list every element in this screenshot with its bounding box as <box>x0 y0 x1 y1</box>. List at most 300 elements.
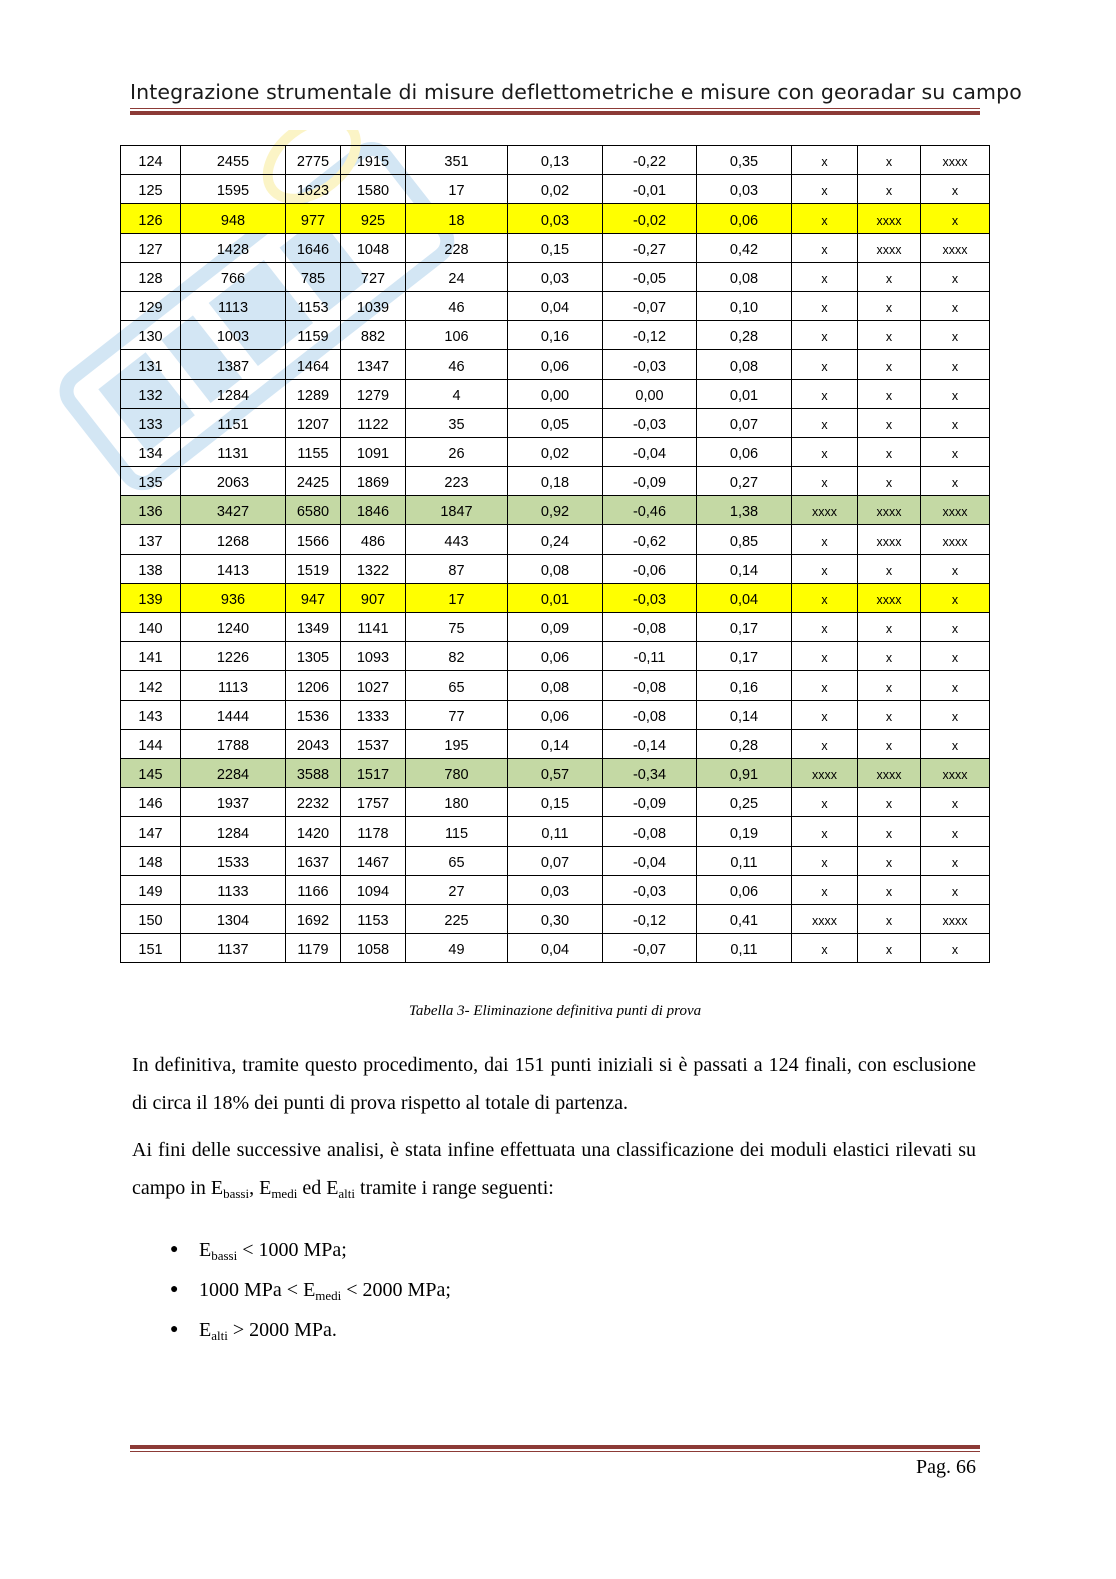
table-cell: 1094 <box>341 875 406 904</box>
table-cell: 2425 <box>286 467 341 496</box>
table-cell: 49 <box>406 934 508 963</box>
table-cell: 1151 <box>181 408 286 437</box>
table-cell: 0,09 <box>508 613 603 642</box>
table-cell: xxxx <box>792 496 858 525</box>
range-suffix: < 1000 MPa; <box>237 1239 347 1261</box>
table-cell: -0,46 <box>603 496 697 525</box>
table-cell: x <box>921 700 990 729</box>
table-cell: 223 <box>406 467 508 496</box>
table-body <box>121 146 990 963</box>
table-cell: x <box>792 350 858 379</box>
table-cell: 1141 <box>341 613 406 642</box>
table-cell: 1289 <box>286 379 341 408</box>
table-cell: -0,06 <box>603 554 697 583</box>
table-cell: x <box>921 437 990 466</box>
table-cell: x <box>792 408 858 437</box>
table-cell: 0,57 <box>508 758 603 787</box>
table-cell: xxxx <box>792 758 858 787</box>
table-cell: 0,25 <box>697 788 792 817</box>
table-cell: 0,00 <box>603 379 697 408</box>
table-cell: 2063 <box>181 467 286 496</box>
table-cell: -0,04 <box>603 846 697 875</box>
table-cell: -0,07 <box>603 291 697 320</box>
table-cell: x <box>858 729 921 758</box>
table-cell: xxxx <box>858 496 921 525</box>
table-cell: -0,01 <box>603 175 697 204</box>
header-rule-thick <box>130 111 980 115</box>
table-cell: 1159 <box>286 321 341 350</box>
table-row <box>121 175 990 204</box>
table-cell: x <box>792 700 858 729</box>
table-cell: 137 <box>121 525 181 554</box>
table-cell: x <box>792 817 858 846</box>
table-cell: 0,00 <box>508 379 603 408</box>
table-cell: 0,01 <box>697 379 792 408</box>
table-row <box>121 204 990 233</box>
table-cell: 977 <box>286 204 341 233</box>
table-cell: x <box>792 467 858 496</box>
table-cell: xxxx <box>792 904 858 933</box>
table-cell: x <box>858 350 921 379</box>
table-row <box>121 408 990 437</box>
table-row <box>121 788 990 817</box>
table-cell: xxxx <box>858 525 921 554</box>
table-cell: xxxx <box>858 583 921 612</box>
table-cell: 1122 <box>341 408 406 437</box>
table-cell: 0,08 <box>508 554 603 583</box>
table-cell: 17 <box>406 175 508 204</box>
paragraph-text: Ai fini delle successive analisi, è stata infine effettuata una classificazione dei moduli elastici rilevati su campo in E <box>132 1139 976 1199</box>
table-cell: 2284 <box>181 758 286 787</box>
table-cell: -0,03 <box>603 583 697 612</box>
table-cell: -0,62 <box>603 525 697 554</box>
table-cell: 46 <box>406 291 508 320</box>
table-cell: 124 <box>121 146 181 175</box>
table-cell: x <box>792 437 858 466</box>
table-cell: 0,30 <box>508 904 603 933</box>
table-cell: 0,06 <box>508 642 603 671</box>
table-cell: 143 <box>121 700 181 729</box>
table-cell: -0,34 <box>603 758 697 787</box>
table-cell: x <box>921 642 990 671</box>
table-cell: 148 <box>121 846 181 875</box>
table-cell: 2232 <box>286 788 341 817</box>
range-subscript: bassi <box>211 1248 238 1263</box>
table-cell: x <box>858 817 921 846</box>
table-cell: xxxx <box>921 525 990 554</box>
table-cell: x <box>921 204 990 233</box>
table-cell: x <box>858 875 921 904</box>
running-header: Integrazione strumentale di misure deflettometriche e misure con georadar su campo <box>130 80 1022 104</box>
table-cell: xxxx <box>921 233 990 262</box>
header-rule-thin <box>130 108 980 109</box>
table-cell: -0,11 <box>603 642 697 671</box>
table-cell: 2455 <box>181 146 286 175</box>
table-cell: 948 <box>181 204 286 233</box>
table-cell: 1039 <box>341 291 406 320</box>
range-prefix: E <box>199 1239 212 1261</box>
table-cell: 785 <box>286 262 341 291</box>
table-cell: x <box>858 379 921 408</box>
table-row <box>121 700 990 729</box>
table-cell: -0,03 <box>603 408 697 437</box>
table-cell: 128 <box>121 262 181 291</box>
table-cell: 0,16 <box>697 671 792 700</box>
table-cell: 18 <box>406 204 508 233</box>
table-cell: 65 <box>406 671 508 700</box>
ranges-list <box>170 1230 451 1350</box>
table-cell: 0,01 <box>508 583 603 612</box>
table-cell: 0,35 <box>697 146 792 175</box>
table-cell: 1155 <box>286 437 341 466</box>
table-cell: 1467 <box>341 846 406 875</box>
separator-text: , E <box>249 1177 272 1199</box>
table-cell: -0,05 <box>603 262 697 291</box>
table-cell: 1937 <box>181 788 286 817</box>
table-cell: 443 <box>406 525 508 554</box>
table-cell: 75 <box>406 613 508 642</box>
table-cell: 1304 <box>181 904 286 933</box>
table-cell: xxxx <box>921 758 990 787</box>
table-cell: x <box>858 934 921 963</box>
table-cell: 0,06 <box>508 700 603 729</box>
table-cell: 0,24 <box>508 525 603 554</box>
table-cell: 115 <box>406 817 508 846</box>
paragraph-classification <box>132 1131 976 1213</box>
table-cell: x <box>858 467 921 496</box>
table-cell: x <box>858 291 921 320</box>
table-cell: x <box>921 262 990 291</box>
table-cell: x <box>792 321 858 350</box>
table-cell: 1153 <box>341 904 406 933</box>
table-row <box>121 583 990 612</box>
table-cell: 0,04 <box>697 583 792 612</box>
table-cell: 1869 <box>341 467 406 496</box>
table-cell: 0,91 <box>697 758 792 787</box>
table-row <box>121 467 990 496</box>
table-row <box>121 613 990 642</box>
table-cell: x <box>921 729 990 758</box>
table-cell: 0,16 <box>508 321 603 350</box>
table-cell: 133 <box>121 408 181 437</box>
range-subscript: medi <box>315 1288 342 1303</box>
table-row <box>121 496 990 525</box>
table-cell: 1093 <box>341 642 406 671</box>
table-cell: 0,14 <box>697 700 792 729</box>
table-cell: -0,09 <box>603 788 697 817</box>
table-cell: 0,92 <box>508 496 603 525</box>
table-cell: x <box>792 233 858 262</box>
table-cell: 24 <box>406 262 508 291</box>
table-cell: 0,08 <box>697 262 792 291</box>
table-cell: 1692 <box>286 904 341 933</box>
table-row <box>121 233 990 262</box>
table-cell: 1444 <box>181 700 286 729</box>
table-cell: 26 <box>406 437 508 466</box>
table-cell: 0,02 <box>508 175 603 204</box>
table-cell: 1464 <box>286 350 341 379</box>
table-cell: 1058 <box>341 934 406 963</box>
table-cell: 0,05 <box>508 408 603 437</box>
table-cell: 1580 <box>341 175 406 204</box>
table-row <box>121 291 990 320</box>
table-cell: 0,06 <box>508 350 603 379</box>
table-cell: 147 <box>121 817 181 846</box>
table-cell: 150 <box>121 904 181 933</box>
table-cell: x <box>858 671 921 700</box>
table-cell: 1206 <box>286 671 341 700</box>
table-cell: 1349 <box>286 613 341 642</box>
table-cell: 2043 <box>286 729 341 758</box>
table-cell: 1003 <box>181 321 286 350</box>
table-cell: 1623 <box>286 175 341 204</box>
table-cell: 1153 <box>286 291 341 320</box>
table-cell: -0,04 <box>603 437 697 466</box>
page-number: Pag. 66 <box>916 1456 976 1478</box>
table-cell: -0,27 <box>603 233 697 262</box>
table-cell: 65 <box>406 846 508 875</box>
table-cell: x <box>792 934 858 963</box>
table-row <box>121 554 990 583</box>
table-cell: x <box>921 875 990 904</box>
table-row <box>121 758 990 787</box>
table-row <box>121 934 990 963</box>
table-cell: x <box>921 408 990 437</box>
table-cell: 1519 <box>286 554 341 583</box>
table-cell: 1133 <box>181 875 286 904</box>
table-cell: 0,11 <box>697 934 792 963</box>
table-cell: 0,15 <box>508 788 603 817</box>
table-cell: 1137 <box>181 934 286 963</box>
table-cell: 0,11 <box>697 846 792 875</box>
table-cell: x <box>858 321 921 350</box>
table-row <box>121 671 990 700</box>
table-cell: 46 <box>406 350 508 379</box>
table-cell: 77 <box>406 700 508 729</box>
table-cell: 2775 <box>286 146 341 175</box>
table-cell: x <box>858 408 921 437</box>
range-suffix: > 2000 MPa. <box>227 1319 337 1341</box>
table-cell: -0,02 <box>603 204 697 233</box>
table-cell: x <box>921 467 990 496</box>
table-cell: x <box>792 554 858 583</box>
table-cell: x <box>921 846 990 875</box>
table-cell: 132 <box>121 379 181 408</box>
table-cell: 1179 <box>286 934 341 963</box>
table-cell: 0,07 <box>508 846 603 875</box>
table-cell: 0,04 <box>508 291 603 320</box>
table-cell: -0,03 <box>603 875 697 904</box>
table-cell: x <box>792 788 858 817</box>
table-cell: 1284 <box>181 817 286 846</box>
table-cell: x <box>921 671 990 700</box>
table-row <box>121 817 990 846</box>
table-cell: 780 <box>406 758 508 787</box>
table-row <box>121 321 990 350</box>
table-cell: 907 <box>341 583 406 612</box>
paragraph-text-end: tramite i range seguenti: <box>355 1177 554 1199</box>
bullet-icon: ● <box>170 1282 179 1297</box>
table-cell: x <box>921 175 990 204</box>
table-caption: Tabella 3- Eliminazione definitiva punti di prova <box>408 1003 702 1019</box>
table-cell: 145 <box>121 758 181 787</box>
table-row <box>121 875 990 904</box>
table-cell: 0,42 <box>697 233 792 262</box>
table-cell: 0,03 <box>508 875 603 904</box>
table-cell: x <box>792 642 858 671</box>
table-cell: -0,12 <box>603 321 697 350</box>
table-cell: 6580 <box>286 496 341 525</box>
table-cell: x <box>858 904 921 933</box>
table-cell: x <box>792 729 858 758</box>
table-cell: x <box>792 262 858 291</box>
table-cell: 0,11 <box>508 817 603 846</box>
table-cell: 106 <box>406 321 508 350</box>
list-item <box>170 1230 451 1270</box>
table-cell: 1595 <box>181 175 286 204</box>
table-cell: x <box>792 379 858 408</box>
table-cell: 0,28 <box>697 321 792 350</box>
table-cell: xxxx <box>858 204 921 233</box>
table-cell: 1413 <box>181 554 286 583</box>
table-cell: 1420 <box>286 817 341 846</box>
table-cell: 126 <box>121 204 181 233</box>
table-cell: 3427 <box>181 496 286 525</box>
table-cell: x <box>858 554 921 583</box>
table-cell: xxxx <box>858 233 921 262</box>
list-item <box>170 1270 451 1310</box>
table-cell: 0,41 <box>697 904 792 933</box>
table-cell: 486 <box>341 525 406 554</box>
table-row <box>121 904 990 933</box>
table-cell: 1847 <box>406 496 508 525</box>
table-cell: 1757 <box>341 788 406 817</box>
table-cell: x <box>921 379 990 408</box>
table-cell: 0,08 <box>508 671 603 700</box>
table-cell: 1,38 <box>697 496 792 525</box>
subscript-alti: alti <box>338 1186 356 1201</box>
table-cell: 0,03 <box>508 204 603 233</box>
table-cell: 0,19 <box>697 817 792 846</box>
table-cell: 4 <box>406 379 508 408</box>
table-cell: 1566 <box>286 525 341 554</box>
table-cell: x <box>921 817 990 846</box>
table-cell: x <box>792 146 858 175</box>
table-cell: 0,13 <box>508 146 603 175</box>
paragraph-summary: In definitiva, tramite questo procedimento, dai 151 punti iniziali si è passati a 124 finali, con esclusione di circa il 18% dei punti di prova rispetto al totale di partenza. <box>132 1054 976 1114</box>
table-cell: -0,08 <box>603 700 697 729</box>
table-cell: -0,07 <box>603 934 697 963</box>
table-cell: x <box>921 554 990 583</box>
table-cell: x <box>858 175 921 204</box>
table-cell: xxxx <box>921 146 990 175</box>
table-cell: 35 <box>406 408 508 437</box>
table-cell: -0,22 <box>603 146 697 175</box>
table-cell: 141 <box>121 642 181 671</box>
range-suffix: < 2000 MPa; <box>341 1279 451 1301</box>
table-cell: x <box>792 175 858 204</box>
table-cell: 1113 <box>181 671 286 700</box>
table-cell: 1279 <box>341 379 406 408</box>
table-cell: 351 <box>406 146 508 175</box>
table-cell: 139 <box>121 583 181 612</box>
table-cell: 1091 <box>341 437 406 466</box>
table-cell: 882 <box>341 321 406 350</box>
table-cell: 0,02 <box>508 437 603 466</box>
table-cell: x <box>792 671 858 700</box>
bullet-icon: ● <box>170 1322 179 1337</box>
table-cell: x <box>792 846 858 875</box>
table-cell: 0,10 <box>697 291 792 320</box>
table-cell: 134 <box>121 437 181 466</box>
table-cell: 1226 <box>181 642 286 671</box>
subscript-medi: medi <box>271 1186 298 1201</box>
table-cell: 146 <box>121 788 181 817</box>
table-cell: 228 <box>406 233 508 262</box>
table-cell: 1846 <box>341 496 406 525</box>
table-row <box>121 262 990 291</box>
table-cell: x <box>858 700 921 729</box>
table-cell: 1536 <box>286 700 341 729</box>
table-cell: 1537 <box>341 729 406 758</box>
table-cell: x <box>858 846 921 875</box>
table-cell: xxxx <box>858 758 921 787</box>
table-cell: 127 <box>121 233 181 262</box>
table-cell: xxxx <box>921 904 990 933</box>
table-cell: 135 <box>121 467 181 496</box>
table-cell: 130 <box>121 321 181 350</box>
table-cell: x <box>921 934 990 963</box>
table-cell: 1788 <box>181 729 286 758</box>
table-row <box>121 437 990 466</box>
table-cell: -0,08 <box>603 817 697 846</box>
table-cell: 1347 <box>341 350 406 379</box>
data-table <box>120 145 990 963</box>
table-cell: 131 <box>121 350 181 379</box>
footer-rule-thin <box>130 1451 980 1452</box>
table-cell: -0,09 <box>603 467 697 496</box>
table-cell: 136 <box>121 496 181 525</box>
table-cell: 149 <box>121 875 181 904</box>
footer-rule-thick <box>130 1445 980 1449</box>
table-cell: 82 <box>406 642 508 671</box>
table-cell: 1333 <box>341 700 406 729</box>
table-cell: 27 <box>406 875 508 904</box>
table-cell: 1387 <box>181 350 286 379</box>
table-cell: x <box>858 146 921 175</box>
table-row <box>121 146 990 175</box>
table-cell: 925 <box>341 204 406 233</box>
table-row <box>121 729 990 758</box>
range-prefix: 1000 MPa < E <box>199 1279 316 1301</box>
table-row <box>121 379 990 408</box>
table-cell: 0,14 <box>508 729 603 758</box>
list-item <box>170 1310 451 1350</box>
table-cell: 1027 <box>341 671 406 700</box>
table-row <box>121 846 990 875</box>
table-cell: 947 <box>286 583 341 612</box>
table-cell: 1048 <box>341 233 406 262</box>
table-cell: x <box>792 875 858 904</box>
table-cell: 727 <box>341 262 406 291</box>
subscript-bassi: bassi <box>223 1186 250 1201</box>
table-cell: 0,07 <box>697 408 792 437</box>
table-cell: 140 <box>121 613 181 642</box>
table-cell: 1284 <box>181 379 286 408</box>
table-cell: 1166 <box>286 875 341 904</box>
table-cell: x <box>792 525 858 554</box>
table-cell: x <box>792 613 858 642</box>
